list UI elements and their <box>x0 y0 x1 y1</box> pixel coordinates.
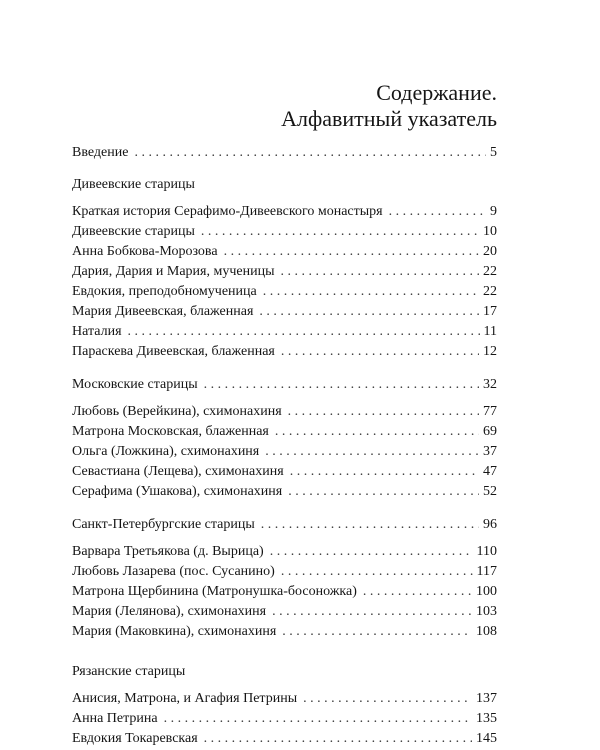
toc-entry[interactable] <box>72 322 497 342</box>
toc-entry-label: Наталия <box>72 322 128 342</box>
toc-entry[interactable] <box>72 729 497 749</box>
toc-entry-label: Ольга (Ложкина), схимонахиня <box>72 442 265 462</box>
toc-entry-page: 135 <box>476 711 497 726</box>
dot-leader <box>128 322 480 342</box>
toc-entry[interactable] <box>72 542 497 562</box>
dot-leader <box>303 689 472 709</box>
toc-entry-page: 37 <box>483 444 497 459</box>
toc-entry-label: Мария (Лелянова), схимонахиня <box>72 602 272 622</box>
section-heading-entry[interactable] <box>72 515 497 535</box>
toc-entry-label: Мария (Маковкина), схимонахиня <box>72 622 282 642</box>
dot-leader <box>281 342 479 362</box>
toc-entry[interactable] <box>72 562 497 582</box>
toc-entry-page: 20 <box>483 244 497 259</box>
toc-entry-page: 96 <box>483 517 497 532</box>
toc-entry-label: Анна Бобкова-Морозова <box>72 242 224 262</box>
dot-leader <box>164 709 472 729</box>
toc-entry[interactable] <box>72 602 497 622</box>
toc-entry[interactable] <box>72 709 497 729</box>
dot-leader <box>290 462 479 482</box>
toc-entry-page: 145 <box>476 731 497 746</box>
toc-entry[interactable] <box>72 582 497 602</box>
toc-entry-page: 47 <box>483 464 497 479</box>
dot-leader <box>259 302 479 322</box>
toc-entry-page: 110 <box>476 544 497 559</box>
toc-entry-label: Любовь Лазарева (пос. Сусанино) <box>72 562 281 582</box>
dot-leader <box>134 143 486 163</box>
dot-leader <box>265 442 479 462</box>
toc-entry[interactable] <box>72 442 497 462</box>
toc-entry-label: Анна Петрина <box>72 709 164 729</box>
toc-entry-label: Введение <box>72 143 134 163</box>
toc-entry-label: Краткая история Серафимо-Дивеевского монастыря <box>72 202 389 222</box>
section-heading: Дивеевские старицы <box>72 177 195 192</box>
toc-entry-intro[interactable] <box>72 143 497 163</box>
toc-entry[interactable] <box>72 402 497 422</box>
toc-entry-page: 32 <box>483 377 497 392</box>
dot-leader <box>288 402 479 422</box>
dot-leader <box>201 222 479 242</box>
toc-entry[interactable] <box>72 422 497 442</box>
toc-entry-page: 117 <box>476 564 497 579</box>
toc-entry-page: 22 <box>483 284 497 299</box>
toc-entry[interactable] <box>72 462 497 482</box>
toc-entry-label: Евдокия Токаревская <box>72 729 204 749</box>
toc-entry[interactable] <box>72 262 497 282</box>
dot-leader <box>263 282 479 302</box>
title-line-1: Содержание. <box>376 80 497 105</box>
toc-entry-page: 103 <box>476 604 497 619</box>
page-title <box>281 80 497 132</box>
dot-leader <box>280 262 479 282</box>
toc-entry-page: 10 <box>483 224 497 239</box>
toc-entry-label: Варвара Третьякова (д. Вырица) <box>72 542 270 562</box>
toc-entry-page: 100 <box>476 584 497 599</box>
dot-leader <box>224 242 479 262</box>
toc-entry-label: Любовь (Верейкина), схимонахиня <box>72 402 288 422</box>
dot-leader <box>281 562 473 582</box>
toc-entry-label: Серафима (Ушакова), схимонахиня <box>72 482 288 502</box>
dot-leader <box>288 482 479 502</box>
toc-entry-label: Анисия, Матрона, и Агафия Петрины <box>72 689 303 709</box>
toc-entry[interactable] <box>72 689 497 709</box>
toc-entry-page: 12 <box>483 344 497 359</box>
toc-entry[interactable] <box>72 342 497 362</box>
toc-entry-page: 11 <box>483 324 497 339</box>
toc-entry-page: 108 <box>476 624 497 639</box>
toc-entry-label: Мария Дивеевская, блаженная <box>72 302 259 322</box>
toc-entry-page: 9 <box>490 204 497 219</box>
dot-leader <box>389 202 486 222</box>
toc-entry-label: Севастиана (Лещева), схимонахиня <box>72 462 290 482</box>
section-heading-entry[interactable] <box>72 375 497 395</box>
toc-entry[interactable] <box>72 282 497 302</box>
title-line-2: Алфавитный указатель <box>281 106 497 131</box>
toc-entry-page: 22 <box>483 264 497 279</box>
dot-leader <box>204 375 479 395</box>
toc-entry[interactable] <box>72 622 497 642</box>
dot-leader <box>363 582 472 602</box>
table-of-contents <box>72 143 497 749</box>
toc-entry-label: Евдокия, преподобномученица <box>72 282 263 302</box>
dot-leader <box>261 515 479 535</box>
section-heading: Московские старицы <box>72 375 204 395</box>
toc-entry-label: Матрона Московская, блаженная <box>72 422 275 442</box>
toc-entry-label: Дивеевские старицы <box>72 222 201 242</box>
toc-entry-label: Дария, Дария и Мария, мученицы <box>72 262 280 282</box>
toc-entry-page: 69 <box>483 424 497 439</box>
toc-entry-page: 137 <box>476 691 497 706</box>
toc-entry-label: Матрона Щербинина (Матронушка-босоножка) <box>72 582 363 602</box>
toc-entry[interactable] <box>72 202 497 222</box>
toc-entry-page: 77 <box>483 404 497 419</box>
dot-leader <box>272 602 472 622</box>
dot-leader <box>270 542 473 562</box>
toc-entry[interactable] <box>72 482 497 502</box>
section-heading: Санкт-Петербургские старицы <box>72 515 261 535</box>
toc-entry-page: 52 <box>483 484 497 499</box>
dot-leader <box>282 622 472 642</box>
toc-entry-page: 17 <box>483 304 497 319</box>
toc-entry[interactable] <box>72 222 497 242</box>
toc-entry-label: Параскева Дивеевская, блаженная <box>72 342 281 362</box>
toc-entry-page: 5 <box>490 145 497 160</box>
dot-leader <box>275 422 479 442</box>
dot-leader <box>204 729 472 749</box>
toc-entry[interactable] <box>72 302 497 322</box>
toc-entry[interactable] <box>72 242 497 262</box>
section-heading: Рязанские старицы <box>72 664 186 679</box>
